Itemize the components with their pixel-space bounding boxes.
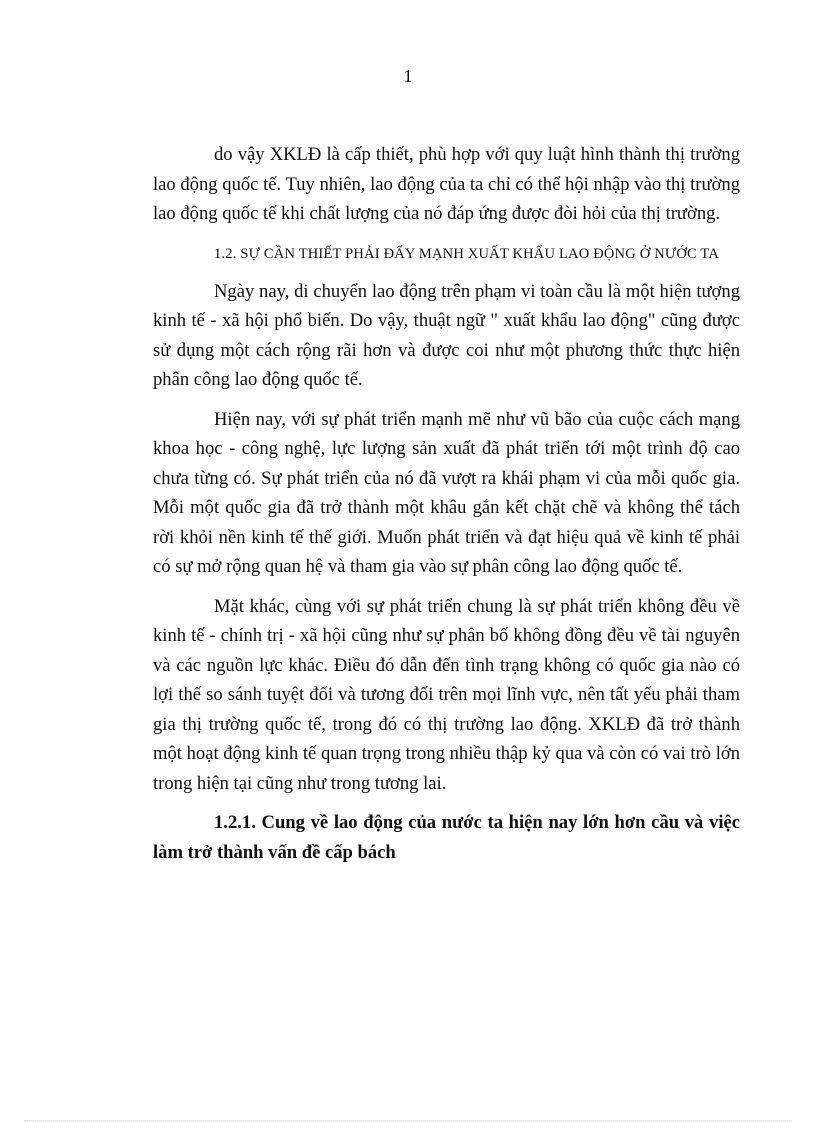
page-bottom-divider	[24, 1120, 792, 1121]
section-heading-1-2: 1.2. SỰ CẦN THIẾT PHẢI ĐẨY MẠNH XUẤT KHẨU LAO ĐỘNG Ở NƯỚC TA	[214, 245, 719, 262]
paragraph-labor-migration: Ngày nay, di chuyển lao động trên phạm vi toàn cầu là một hiện tượng kinh tế - xã hội phổ biến. Do vậy, thuật ngữ " xuất khẩu lao động" cũng được sử dụng một cách rộng rãi hơn và được coi như một phương thức thực hiện phân công lao động quốc tế.	[153, 280, 740, 390]
paragraph-uneven-development: Mặt khác, cùng với sự phát triển chung là sự phát triển không đều về kinh tế - chính trị - xã hội cũng như sự phân bố không đồng đều về tài nguyên và các nguồn lực khác. Điều đó dẫn đến tình trạng không có quốc gia nào có lợi thế so sánh tuyệt đối và tương đối trên mọi lĩnh vực, nên tất yếu phải tham gia thị trường quốc tế, trong đó có thị trường lao động. XKLĐ đã trở thành một hoạt động kinh tế quan trọng trong nhiều thập kỷ qua và còn có vai trò lớn trong hiện tại cũng như trong tương lai.	[153, 595, 740, 794]
page-number: 1	[403, 66, 413, 86]
section-heading-1-2-1: 1.2.1. Cung về lao động của nước ta hiện nay lớn hơn cầu và việc làm trở thành vấn đề cấp bách	[153, 812, 740, 863]
paragraph-intro: do vậy XKLĐ là cấp thiết, phù hợp với quy luật hình thành thị trường lao động quốc tế. Tuy nhiên, lao động của ta chỉ có thể hội nhập vào thị trường lao động quốc tế khi chất lượng của nó đáp ứng được đòi hỏi của thị trường.	[153, 144, 740, 224]
paragraph-technology-revolution: Hiện nay, với sự phát triển mạnh mẽ như vũ bão của cuộc cách mạng khoa học - công nghệ, lực lượng sản xuất đã phát triển tới một trình độ cao chưa từng có. Sự phát triển của nó đã vượt ra khái phạm vi của mỗi quốc gia. Mỗi một quốc gia đã trở thành một khâu gắn kết chặt chẽ và không thể tách rời khỏi nền kinh tế thế giới. Muốn phát triển và đạt hiệu quả về kinh tế phải có sự mở rộng quan hệ và tham gia vào sự phân công lao động quốc tế.	[153, 408, 740, 577]
document-body	[153, 140, 740, 868]
